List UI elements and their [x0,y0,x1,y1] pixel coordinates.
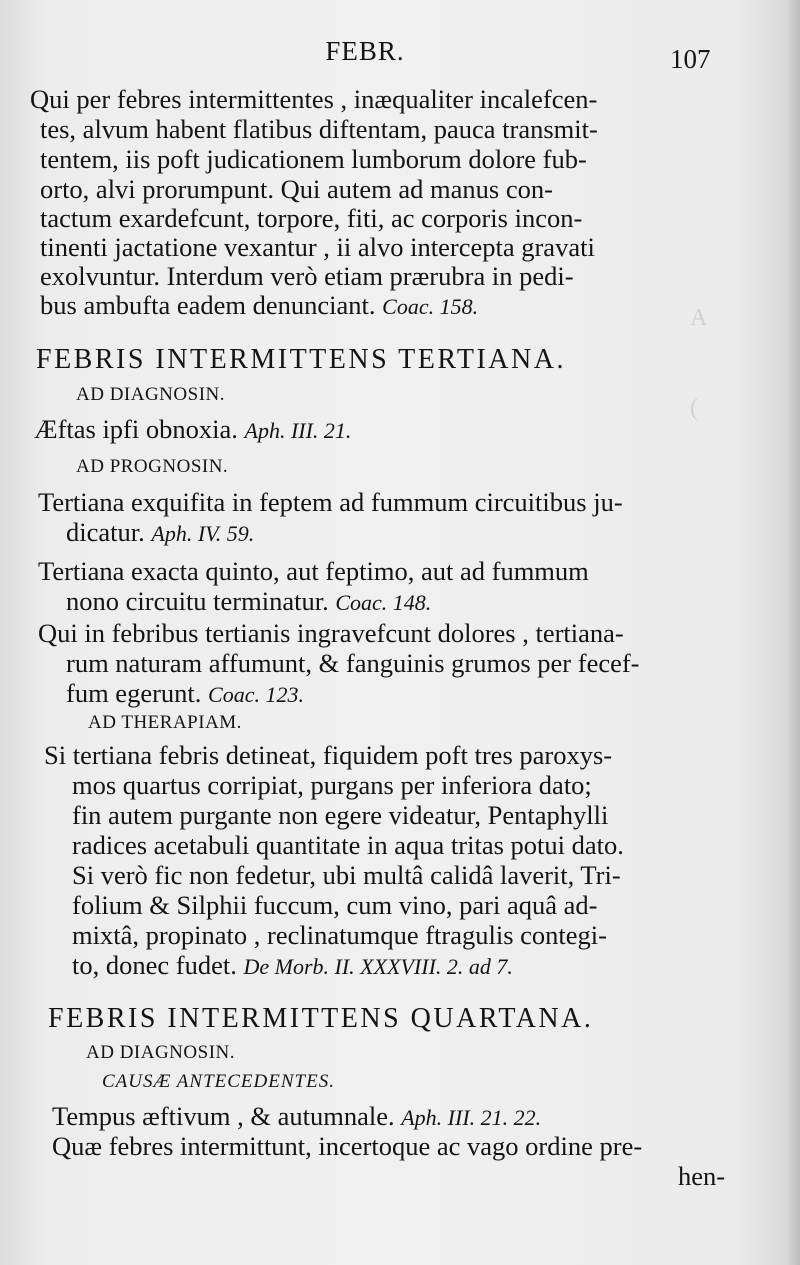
text-line: exolvuntur. Interdum verò etiam prærubra in pedi- [40,261,574,291]
citation: De Morb. II. XXXVIII. 2. ad 7. [243,954,513,979]
text-line: tes, alvum habent flatibus diftentam, pauca transmit- [40,114,598,144]
text-line: Æftas ipfi obnoxia. Aph. III. 21. [34,414,352,444]
catchword: hen- [678,1161,726,1191]
text-line: dicatur. Aph. IV. 59. [66,517,255,547]
bleed-through-mark: A [690,305,708,331]
running-head: FEBR. [325,36,405,66]
citation: Aph. III. 21. [244,418,352,443]
text-line: Qui per febres intermittentes , inæqualiter incalefcen- [30,84,598,114]
text-line: Tertiana exacta quinto, aut feptimo, aut ad fummum [38,556,589,586]
text-line: Si tertiana febris detineat, fiquidem poft tres paroxys- [44,740,613,770]
citation: Aph. III. 21. 22. [401,1105,542,1130]
text-line: fum egerunt. Coac. 123. [66,678,304,708]
citation: Aph. IV. 59. [151,521,255,546]
text-line: orto, alvi prorumpunt. Qui autem ad manus con- [40,174,553,204]
subheading-therapiam: AD THERAPIAM. [88,712,242,733]
page-spine-shadow [786,0,800,1265]
citation: Coac. 123. [208,682,304,707]
text-line: Quæ febres intermittunt, incertoque ac vago ordine pre- [52,1131,643,1161]
subheading-diagnosin: AD DIAGNOSIN. [86,1042,235,1063]
text-line: rum naturam affumunt, & fanguinis grumos per fecef- [66,648,640,678]
text-line: tactum exardefcunt, torpore, fiti, ac corporis incon- [40,203,583,233]
citation: Coac. 148. [335,590,432,615]
section-heading-quartana: FEBRIS INTERMITTENS QUARTANA. [48,1003,594,1034]
page-number: 107 [670,44,711,74]
text-line: Tempus æftivum , & autumnale. Aph. III. 21. 22. [52,1101,542,1131]
text-line: folium & Silphii fuccum, cum vino, pari aquâ ad- [72,890,598,920]
subheading-prognosin: AD PROGNOSIN. [76,456,229,477]
citation: Coac. 158. [382,294,479,319]
subheading-diagnosin: AD DIAGNOSIN. [76,384,225,405]
text-line: Tertiana exquifita in feptem ad fummum circuitibus ju- [38,487,623,517]
text-line: Si verò fic non fedetur, ubi multâ calidâ laverit, Tri- [72,860,621,890]
subheading-causae-antecedentes: CAUSÆ ANTECEDENTES. [102,1071,335,1092]
bleed-through-mark: ( [690,395,698,421]
text-line: fin autem purgante non egere videatur, Pentaphylli [72,800,609,830]
text-line: radices acetabuli quantitate in aqua tritas potui dato. [72,830,624,860]
text-line: mixtâ, propinato , reclinatumque ftragulis contegi- [72,920,607,950]
text-line: to, donec fudet. De Morb. II. XXXVIII. 2. ad 7. [72,950,513,980]
text-line: Qui in febribus tertianis ingravefcunt dolores , tertiana- [38,618,624,648]
section-heading-tertiana: FEBRIS INTERMITTENS TERTIANA. [36,344,566,375]
text-line: tentem, iis poft judicationem lumborum dolore fub- [40,144,587,174]
text-line: mos quartus corripiat, purgans per inferiora dato; [72,770,592,800]
text-line: bus ambufta eadem denunciant. Coac. 158. [40,290,479,320]
text-line: nono circuitu terminatur. Coac. 148. [66,586,432,616]
text-line: tinenti jactatione vexantur , ii alvo intercepta gravati [40,232,595,262]
